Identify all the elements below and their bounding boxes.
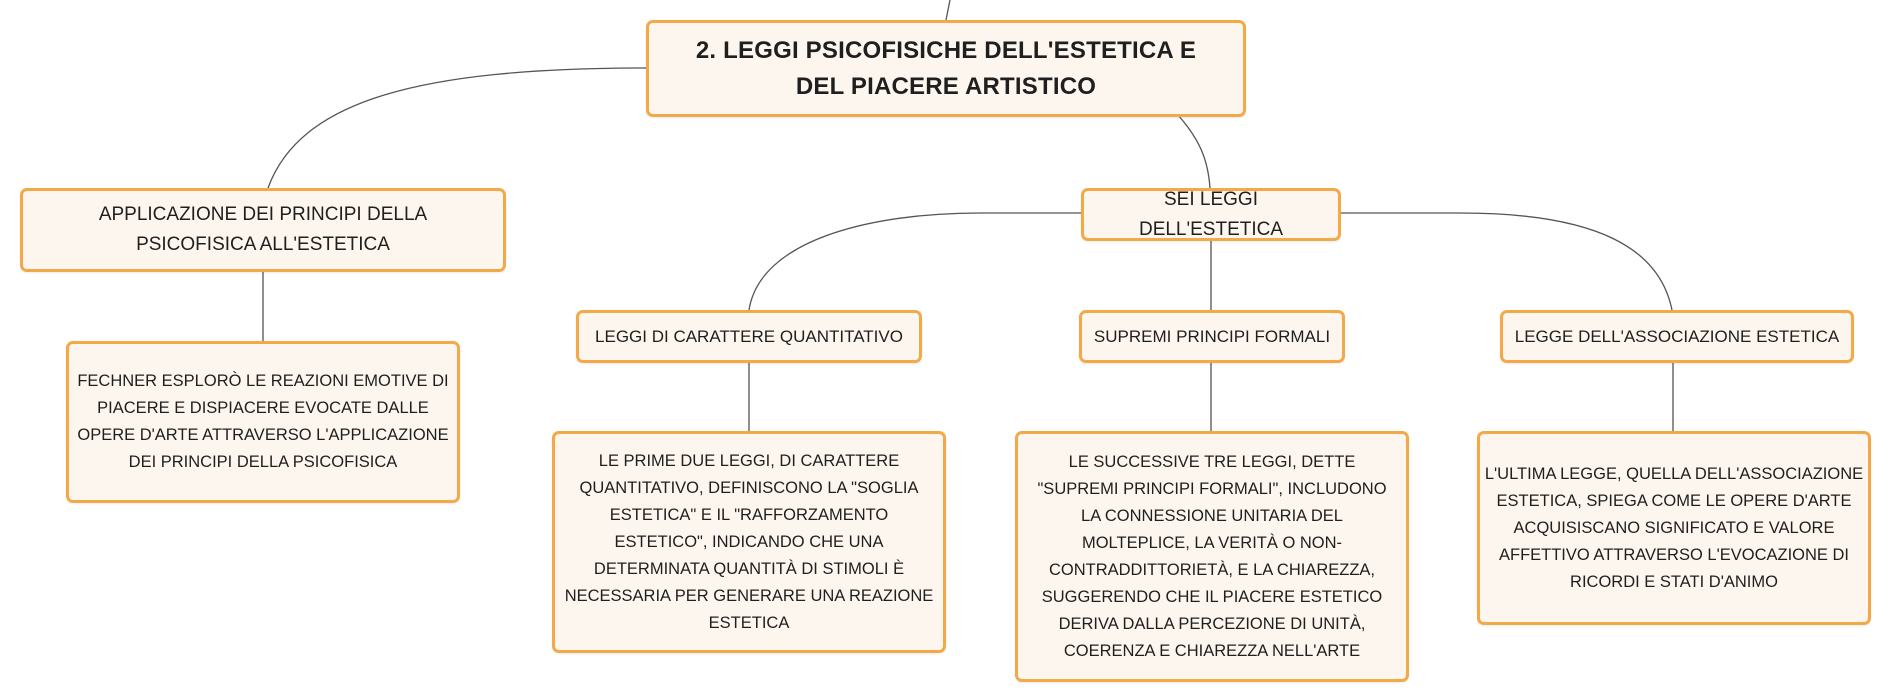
formal-principles-label: SUPREMI PRINCIPI FORMALI (1093, 326, 1331, 346)
connector-parent-to-root (946, 0, 950, 20)
root-topic-label: 2. LEGGI PSICOFISICHE DELL'ESTETICA E DEL PIACERE ARTISTICO (695, 36, 1197, 100)
aesthetic-association-label: LEGGE DELL'ASSOCIAZIONE ESTETICA (1514, 326, 1840, 346)
formal-principles-node[interactable] (1079, 310, 1345, 363)
formal-principles-detail-node[interactable] (1015, 431, 1409, 682)
aesthetic-association-detail-text: L'ULTIMA LEGGE, QUELLA DELL'ASSOCIAZIONE ESTETICA, SPIEGA COME LE OPERE D'ARTE ACQUISISCANO SIGNIFICATO E VALORE AFFETTIVO ATTRAVERSO L'EVOCAZIONE DI RICORDI E STATI D'ANIMO (1484, 464, 1864, 591)
connector-root-to-six-laws (1178, 115, 1210, 188)
root-topic-node[interactable] (646, 20, 1246, 117)
aesthetic-association-node[interactable] (1500, 310, 1854, 363)
formal-principles-detail-text: LE SUCCESSIVE TRE LEGGI, DETTE "SUPREMI PRINCIPI FORMALI", INCLUDONO LA CONNESSIONE UNITARIA DEL MOLTEPLICE, LA VERITÀ O NON-CONTRADDITTORIETÀ, E LA CHIAREZZA, SUGGERENDO CHE IL PIACERE ESTETICO DERIVA DALLA PERCEZIONE DI UNITÀ, COERENZA E CHIAREZZA NELL'ARTE (1037, 452, 1387, 660)
connector-root-to-application (268, 68, 646, 188)
quantitative-laws-detail-node[interactable] (552, 431, 946, 653)
application-topic-node[interactable] (20, 188, 506, 272)
quantitative-laws-node[interactable] (576, 310, 922, 363)
six-laws-topic-label: SEI LEGGI DELL'ESTETICA (1138, 188, 1284, 240)
application-detail-text: FECHNER ESPLORÒ LE REAZIONI EMOTIVE DI PIACERE E DISPIACERE EVOCATE DALLE OPERE D'ARTE ATTRAVERSO L'APPLICAZIONE DEI PRINCIPI DELLA PSICOFISICA (77, 372, 449, 471)
application-detail-node[interactable] (66, 341, 460, 503)
aesthetic-association-detail-node[interactable] (1477, 431, 1871, 625)
six-laws-topic-node[interactable] (1081, 188, 1341, 241)
quantitative-laws-detail-text: LE PRIME DUE LEGGI, DI CARATTERE QUANTITATIVO, DEFINISCONO LA "SOGLIA ESTETICA" E IL "RAFFORZAMENTO ESTETICO", INDICANDO CHE UNA DETERMINATA QUANTITÀ DI STIMOLI È NECESSARIA PER GENERARE UNA REAZIONE ESTETICA (564, 451, 934, 632)
quantitative-laws-label: LEGGI DI CARATTERE QUANTITATIVO (595, 326, 903, 346)
connector-six-laws-to-quantitative (749, 213, 1081, 310)
connector-six-laws-to-association (1341, 213, 1672, 310)
application-topic-label: APPLICAZIONE DEI PRINCIPI DELLA PSICOFISICA ALL'ESTETICA (98, 204, 428, 255)
